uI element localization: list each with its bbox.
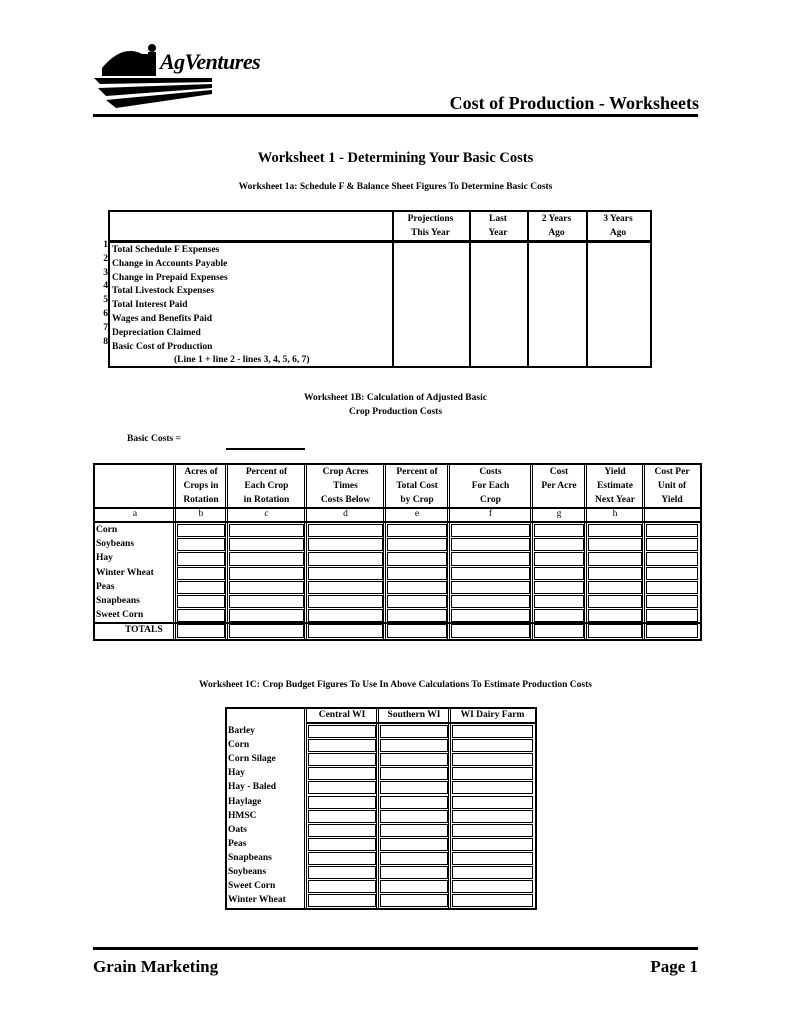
worksheet1b-crop-label: Corn xyxy=(96,525,118,535)
worksheet1a-col-header-line: 3 Years xyxy=(603,214,633,224)
worksheet1c-crop-label: Barley xyxy=(228,726,255,736)
worksheet1c-crop-label: Soybeans xyxy=(228,867,267,877)
worksheet1b-input-cell[interactable] xyxy=(387,567,447,580)
worksheet1b-input-cell[interactable] xyxy=(387,552,447,565)
worksheet1a-input-cell[interactable] xyxy=(588,244,648,256)
worksheet1c-input-cell[interactable] xyxy=(380,781,448,794)
worksheet1c-crop-label: Peas xyxy=(228,838,247,849)
worksheet1b-input-cell[interactable] xyxy=(588,524,642,537)
worksheet1b-input-cell[interactable] xyxy=(451,567,530,580)
worksheet1a-row-label: Wages and Benefits Paid xyxy=(112,314,213,324)
worksheet1c-input-cell[interactable] xyxy=(308,781,376,794)
worksheet1b-input-cell[interactable] xyxy=(387,595,447,608)
worksheet1c-table xyxy=(225,707,537,910)
worksheet1b-input-cell[interactable] xyxy=(387,524,447,537)
header-rule xyxy=(93,114,698,117)
worksheet1a-input-cell[interactable] xyxy=(471,244,525,256)
worksheet1a-row-number: 3 xyxy=(103,267,108,278)
worksheet1b-col-header-line: Times xyxy=(333,481,358,491)
worksheet1a-input-cell[interactable] xyxy=(394,327,467,339)
worksheet1a-row-numbers xyxy=(96,239,108,349)
worksheet1c-input-cell[interactable] xyxy=(380,725,448,738)
worksheet1c-input-cell[interactable] xyxy=(308,796,376,809)
worksheet1b-totals-cell[interactable] xyxy=(229,624,304,637)
worksheet1a-row-number: 6 xyxy=(103,308,108,319)
worksheet1c-input-cell[interactable] xyxy=(308,894,376,907)
worksheet1b-input-cell[interactable] xyxy=(177,552,225,565)
worksheet1c-input-cell[interactable] xyxy=(380,880,448,893)
worksheet1c-input-cell[interactable] xyxy=(380,852,448,865)
worksheet1c-input-cell[interactable] xyxy=(308,739,376,752)
worksheet1a-row-label: Basic Cost of Production xyxy=(112,341,213,352)
worksheet1c-input-cell[interactable] xyxy=(380,810,448,823)
worksheet1a-input-cell[interactable] xyxy=(394,313,467,325)
worksheet1b-totals-cell[interactable] xyxy=(646,624,698,637)
worksheet1a-input-cell[interactable] xyxy=(529,341,584,353)
worksheet1b-title-line1: Worksheet 1B: Calculation of Adjusted Basic xyxy=(304,393,487,403)
worksheet1c-input-cell[interactable] xyxy=(452,739,533,752)
worksheet1a-col-header-line: Ago xyxy=(548,228,565,238)
worksheet1a-row-label: Change in Prepaid Expenses xyxy=(112,272,228,283)
worksheet1a-col-header-line: Year xyxy=(488,228,508,238)
worksheet1a-input-cell[interactable] xyxy=(588,299,648,311)
worksheet1b-totals-cell[interactable] xyxy=(177,624,225,637)
worksheet1a-input-cell[interactable] xyxy=(471,327,525,339)
worksheet1b-col-header-line: Each Crop xyxy=(244,481,289,491)
worksheet1b-totals-cell[interactable] xyxy=(588,624,642,637)
footer-rule xyxy=(93,947,698,950)
worksheet1c-crop-label: Corn Silage xyxy=(228,754,276,765)
worksheet1c-input-cell[interactable] xyxy=(452,894,533,907)
worksheet1a-row-label: Change in Accounts Payable xyxy=(112,258,228,269)
worksheet1a-input-cell[interactable] xyxy=(529,327,584,339)
worksheet1b-totals-label: TOTALS xyxy=(125,625,163,636)
worksheet1b-totals-cell[interactable] xyxy=(534,624,584,637)
worksheet1b-crop-label: Peas xyxy=(96,581,115,592)
worksheet1a-input-cell[interactable] xyxy=(529,244,584,256)
worksheet1a-input-cell[interactable] xyxy=(471,258,525,270)
worksheet1b-col-letter: g xyxy=(556,509,562,519)
worksheet1b-col-header-line xyxy=(532,493,586,507)
worksheet1b-input-cell[interactable] xyxy=(177,609,225,622)
worksheet1b-col-header-line xyxy=(95,493,175,507)
worksheet1c-input-cell[interactable] xyxy=(380,838,448,851)
worksheet1a-input-cell[interactable] xyxy=(394,299,467,311)
worksheet1a-col-header xyxy=(392,212,469,240)
worksheet1b-crop-label: Snapbeans xyxy=(96,596,140,606)
worksheet1b-input-cell[interactable] xyxy=(534,567,584,580)
worksheet1b-input-cell[interactable] xyxy=(534,595,584,608)
worksheet1-title: Worksheet 1 - Determining Your Basic Costs xyxy=(257,150,534,166)
worksheet1b-input-cell[interactable] xyxy=(588,609,642,622)
worksheet1b-input-cell[interactable] xyxy=(387,581,447,594)
worksheet1c-col-header: WI Dairy Farm xyxy=(460,710,525,720)
worksheet1b-col-header-line: Acres of xyxy=(184,467,218,477)
worksheet1c-input-cell[interactable] xyxy=(380,739,448,752)
worksheet1b-input-cell[interactable] xyxy=(534,581,584,594)
worksheet1b-totals-cell[interactable] xyxy=(387,624,447,637)
worksheet1b-col-header-line: Crop xyxy=(480,495,501,505)
worksheet1b-col-header-line: Rotation xyxy=(183,495,219,505)
worksheet1b-col-header xyxy=(95,465,175,507)
worksheet1a-input-cell[interactable] xyxy=(471,299,525,311)
worksheet1b-input-cell[interactable] xyxy=(308,609,383,622)
worksheet1a-input-cell[interactable] xyxy=(394,244,467,256)
worksheet1c-col-divider xyxy=(376,709,377,908)
worksheet1a-input-cell[interactable] xyxy=(529,313,584,325)
worksheet1b-col-header-line: in Rotation xyxy=(243,495,290,505)
worksheet1b-col-header-line: Per Acre xyxy=(541,481,577,491)
worksheet1a-row8-note: (Line 1 + line 2 - lines 3, 4, 5, 6, 7) xyxy=(174,355,310,366)
worksheet1b-input-cell[interactable] xyxy=(451,524,530,537)
worksheet1a-input-cell[interactable] xyxy=(588,272,648,284)
worksheet1b-col-header-line: Costs xyxy=(479,467,502,477)
worksheet1a-row-number: 2 xyxy=(103,253,108,264)
worksheet1c-col-divider xyxy=(448,709,449,908)
worksheet1c-input-cell[interactable] xyxy=(452,866,533,879)
worksheet1b-input-cell[interactable] xyxy=(177,595,225,608)
worksheet1b-input-cell[interactable] xyxy=(646,567,698,580)
worksheet1a-col-header xyxy=(469,212,527,240)
worksheet1b-col-header-line: Crop Acres xyxy=(322,467,369,477)
worksheet1b-col-header-line: Next Year xyxy=(594,495,635,505)
worksheet1a-col-header-line: This Year xyxy=(411,228,450,238)
worksheet1b-input-cell[interactable] xyxy=(646,609,698,622)
worksheet1a-subtitle: Worksheet 1a: Schedule F & Balance Sheet Figures To Determine Basic Costs xyxy=(238,182,553,192)
worksheet1a-input-cell[interactable] xyxy=(529,258,584,270)
worksheet1c-input-cell[interactable] xyxy=(452,767,533,780)
worksheet1b-col-header-line xyxy=(95,465,175,479)
worksheet1b-input-cell[interactable] xyxy=(229,581,304,594)
worksheet1b-col-header xyxy=(227,465,306,507)
footer-page-number: Page 1 xyxy=(650,957,698,976)
worksheet1c-crop-label: Winter Wheat xyxy=(228,895,286,906)
worksheet1b-input-cell[interactable] xyxy=(177,524,225,537)
worksheet1b-crop-label: Winter Wheat xyxy=(96,567,154,578)
worksheet1b-input-cell[interactable] xyxy=(646,538,698,551)
basic-costs-input-line[interactable] xyxy=(226,448,305,450)
worksheet1b-input-cell[interactable] xyxy=(308,595,383,608)
brand-name: AgVentures xyxy=(160,49,261,74)
worksheet1b-input-cell[interactable] xyxy=(229,609,304,622)
worksheet1c-input-cell[interactable] xyxy=(452,824,533,837)
worksheet1c-col-header: Central WI xyxy=(318,710,366,720)
worksheet1a-input-cell[interactable] xyxy=(394,258,467,270)
worksheet1b-input-cell[interactable] xyxy=(534,552,584,565)
worksheet1b-crop-label: Sweet Corn xyxy=(96,610,144,621)
worksheet1b-totals-cell[interactable] xyxy=(451,624,530,637)
worksheet1b-col-header-line: Unit of xyxy=(657,481,687,491)
worksheet1b-col-header-line: Percent of xyxy=(396,467,438,477)
worksheet1c-title: Worksheet 1C: Crop Budget Figures To Use In Above Calculations To Estimate Production Costs xyxy=(199,680,592,690)
worksheet1b-input-cell[interactable] xyxy=(177,581,225,594)
worksheet1b-col-header-line: Total Cost xyxy=(396,481,438,491)
worksheet1b-input-cell[interactable] xyxy=(646,552,698,565)
worksheet1c-crop-label: Sweet Corn xyxy=(228,881,276,892)
worksheet1b-col-letter: b xyxy=(198,509,204,519)
worksheet1c-input-cell[interactable] xyxy=(452,753,533,766)
worksheet1c-input-cell[interactable] xyxy=(308,852,376,865)
worksheet1c-input-cell[interactable] xyxy=(308,880,376,893)
worksheet1b-col-letter: c xyxy=(264,509,269,519)
worksheet1b-input-cell[interactable] xyxy=(646,524,698,537)
worksheet1a-col-header xyxy=(586,212,650,240)
worksheet1c-crop-label: HMSC xyxy=(228,810,257,821)
worksheet1b-input-cell[interactable] xyxy=(308,581,383,594)
worksheet1b-input-cell[interactable] xyxy=(177,567,225,580)
worksheet1c-input-cell[interactable] xyxy=(452,810,533,823)
worksheet1b-input-cell[interactable] xyxy=(534,609,584,622)
worksheet1b-col-letter: f xyxy=(488,509,493,519)
worksheet1b-col-header-line xyxy=(95,479,175,493)
worksheet1a-input-cell[interactable] xyxy=(529,272,584,284)
worksheet1a-row-number: 8 xyxy=(103,336,108,347)
worksheet1b-input-cell[interactable] xyxy=(229,552,304,565)
worksheet1b-letter-rule xyxy=(95,521,700,523)
page-title: Cost of Production - Worksheets xyxy=(449,93,699,113)
worksheet1b-col-header xyxy=(586,465,644,507)
worksheet1c-col-header: Southern WI xyxy=(387,710,441,720)
worksheet1b-input-cell[interactable] xyxy=(308,538,383,551)
worksheet1c-input-cell[interactable] xyxy=(452,725,533,738)
worksheet1a-row-label: Total Schedule F Expenses xyxy=(112,245,220,255)
worksheet1b-input-cell[interactable] xyxy=(229,538,304,551)
worksheet1b-table xyxy=(93,463,702,641)
worksheet1a-row-number: 5 xyxy=(103,295,108,306)
worksheet1b-input-cell[interactable] xyxy=(177,538,225,551)
worksheet1b-col-header-line: Yield xyxy=(661,495,683,505)
worksheet1b-col-header-line: Yield xyxy=(604,467,626,477)
worksheet1a-row-number: 7 xyxy=(103,322,108,333)
worksheet1b-input-cell[interactable] xyxy=(588,552,642,565)
worksheet1b-input-cell[interactable] xyxy=(451,595,530,608)
worksheet1b-input-cell[interactable] xyxy=(387,609,447,622)
worksheet1a-input-cell[interactable] xyxy=(394,285,467,297)
worksheet1b-input-cell[interactable] xyxy=(308,567,383,580)
worksheet1b-input-cell[interactable] xyxy=(588,581,642,594)
worksheet1a-input-cell[interactable] xyxy=(588,327,648,339)
worksheet1a-input-cell[interactable] xyxy=(529,285,584,297)
worksheet1c-header-rule xyxy=(306,722,535,724)
worksheet1b-col-header xyxy=(449,465,532,507)
worksheet1b-totals-cell[interactable] xyxy=(308,624,383,637)
worksheet1b-input-cell[interactable] xyxy=(451,538,530,551)
worksheet1a-row-label: Total Interest Paid xyxy=(112,300,188,311)
worksheet1a-input-cell[interactable] xyxy=(471,272,525,284)
worksheet1b-crop-label: Soybeans xyxy=(96,539,135,550)
worksheet1b-input-cell[interactable] xyxy=(588,538,642,551)
worksheet1c-col-divider xyxy=(378,709,379,908)
worksheet1a-row-number: 4 xyxy=(103,281,108,292)
worksheet1b-col-header xyxy=(385,465,449,507)
worksheet1b-crop-label: Hay xyxy=(96,553,113,564)
basic-costs-label: Basic Costs = xyxy=(127,434,181,444)
worksheet1c-input-cell[interactable] xyxy=(380,796,448,809)
worksheet1b-col-header-line: Cost xyxy=(549,467,569,477)
worksheet1b-input-cell[interactable] xyxy=(308,552,383,565)
worksheet1b-input-cell[interactable] xyxy=(229,595,304,608)
worksheet1b-col-letter: e xyxy=(414,509,420,519)
worksheet1a-input-cell[interactable] xyxy=(588,313,648,325)
worksheet1c-crop-label: Haylage xyxy=(228,796,262,807)
worksheet1b-input-cell[interactable] xyxy=(387,538,447,551)
worksheet1c-input-cell[interactable] xyxy=(380,866,448,879)
worksheet1a-col-header xyxy=(527,212,586,240)
worksheet1b-title-line2: Crop Production Costs xyxy=(348,407,443,417)
worksheet1b-col-header-line: Crops in xyxy=(183,481,219,491)
worksheet1c-input-cell[interactable] xyxy=(452,838,533,851)
worksheet1a-row-number: 1 xyxy=(103,240,108,250)
worksheet1c-col-divider xyxy=(304,709,305,908)
worksheet1c-input-cell[interactable] xyxy=(380,753,448,766)
worksheet1c-input-cell[interactable] xyxy=(308,824,376,837)
worksheet1c-input-cell[interactable] xyxy=(452,880,533,893)
worksheet1b-input-cell[interactable] xyxy=(308,524,383,537)
worksheet1a-input-cell[interactable] xyxy=(588,341,648,353)
worksheet1b-input-cell[interactable] xyxy=(451,552,530,565)
worksheet1c-input-cell[interactable] xyxy=(308,810,376,823)
worksheet1a-col-header-line: Ago xyxy=(609,228,627,238)
worksheet1b-col-header xyxy=(306,465,385,507)
worksheet1c-input-cell[interactable] xyxy=(308,866,376,879)
worksheet1b-col-letter: h xyxy=(612,509,618,519)
worksheet1a-input-cell[interactable] xyxy=(471,341,525,353)
worksheet1c-input-cell[interactable] xyxy=(452,781,533,794)
worksheet1a-col-header-line: Projections xyxy=(407,214,454,224)
worksheet1c-input-cell[interactable] xyxy=(308,767,376,780)
worksheet1c-input-cell[interactable] xyxy=(380,824,448,837)
worksheet1b-input-cell[interactable] xyxy=(451,609,530,622)
worksheet1b-col-header xyxy=(644,465,700,507)
worksheet1a-input-cell[interactable] xyxy=(588,285,648,297)
worksheet1a-input-cell[interactable] xyxy=(471,313,525,325)
worksheet1b-input-cell[interactable] xyxy=(588,595,642,608)
worksheet1c-crop-label: Snapbeans xyxy=(228,852,272,863)
worksheet1b-input-cell[interactable] xyxy=(646,581,698,594)
worksheet1c-col-divider xyxy=(450,709,451,908)
worksheet1a-col-header-line: 2 Years xyxy=(541,214,572,224)
worksheet1c-crop-label: Oats xyxy=(228,824,247,835)
worksheet1b-col-header-line: For Each xyxy=(471,481,510,491)
worksheet1b-col-header-line: Cost Per xyxy=(654,467,690,477)
worksheet1b-col-header-line: Costs Below xyxy=(320,495,371,505)
worksheet1a-input-cell[interactable] xyxy=(471,285,525,297)
worksheet1b-col-header-line: by Crop xyxy=(400,495,434,505)
worksheet1a-input-cell[interactable] xyxy=(588,258,648,270)
worksheet1b-col-letter: d xyxy=(343,509,348,519)
worksheet1c-col-divider xyxy=(306,709,307,908)
worksheet1a-row-label: Total Livestock Expenses xyxy=(112,286,215,297)
worksheet1b-input-cell[interactable] xyxy=(534,524,584,537)
worksheet1c-input-cell[interactable] xyxy=(308,753,376,766)
worksheet1b-col-header-line: Percent of xyxy=(245,467,288,477)
worksheet1a-col-header-line: Last xyxy=(489,214,507,224)
worksheet1b-col-letter: a xyxy=(132,509,138,519)
worksheet1b-col-header xyxy=(532,465,586,507)
worksheet1c-crop-label: Hay xyxy=(228,768,245,779)
worksheet1c-input-cell[interactable] xyxy=(308,838,376,851)
worksheet1b-input-cell[interactable] xyxy=(588,567,642,580)
worksheet1b-input-cell[interactable] xyxy=(646,595,698,608)
footer-section: Grain Marketing xyxy=(93,957,219,976)
worksheet1b-input-cell[interactable] xyxy=(229,524,304,537)
worksheet1a-input-cell[interactable] xyxy=(394,272,467,284)
worksheet1c-input-cell[interactable] xyxy=(452,796,533,809)
worksheet1c-crop-label: Corn xyxy=(228,740,250,751)
worksheet1c-crop-label: Hay - Baled xyxy=(228,782,277,793)
worksheet1c-input-cell[interactable] xyxy=(308,725,376,738)
worksheet1b-input-cell[interactable] xyxy=(451,581,530,594)
worksheet1a-table xyxy=(108,210,652,368)
worksheet1c-input-cell[interactable] xyxy=(380,894,448,907)
worksheet1b-input-cell[interactable] xyxy=(534,538,584,551)
worksheet1c-input-cell[interactable] xyxy=(452,852,533,865)
worksheet1a-input-cell[interactable] xyxy=(394,341,467,353)
worksheet1a-input-cell[interactable] xyxy=(529,299,584,311)
worksheet1c-input-cell[interactable] xyxy=(380,767,448,780)
worksheet1b-col-header-line: Estimate xyxy=(597,481,633,491)
worksheet1a-row-label: Depreciation Claimed xyxy=(112,327,201,338)
worksheet1b-col-header xyxy=(175,465,227,507)
worksheet1b-input-cell[interactable] xyxy=(229,567,304,580)
